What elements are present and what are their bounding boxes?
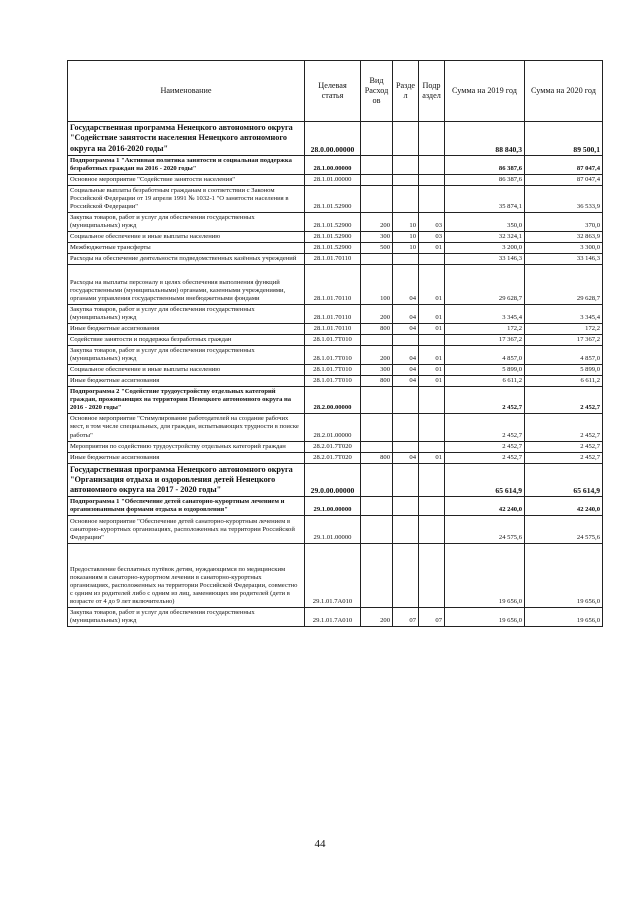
cell-section — [393, 414, 419, 441]
cell-name: Межбюджетные трансферты — [68, 243, 305, 254]
cell-target-article: 28.1.01.00000 — [305, 174, 361, 185]
cell-target-article: 28.1.01.70110 — [305, 324, 361, 335]
table-row — [68, 254, 603, 265]
cell-expense-type — [361, 387, 393, 414]
cell-subsection — [419, 441, 445, 452]
header-target-article: Целевая статья — [305, 61, 361, 122]
cell-subsection: 01 — [419, 365, 445, 376]
cell-sum-2019: 19 656,0 — [445, 608, 525, 627]
cell-section: 04 — [393, 452, 419, 463]
table-row — [68, 441, 603, 452]
cell-sum-2020: 32 863,9 — [525, 232, 603, 243]
cell-name: Подпрограмма 2 "Содействие трудоустройству отдельных категорий граждан, проживающих на территории Ненецкого автономного округа на 2016 - 2020 годы" — [68, 387, 305, 414]
table-row — [68, 185, 603, 212]
table-header-row — [68, 61, 603, 122]
cell-expense-type — [361, 335, 393, 346]
cell-sum-2019: 2 452,7 — [445, 452, 525, 463]
table-row — [68, 122, 603, 156]
table-row — [68, 463, 603, 497]
cell-section: 04 — [393, 346, 419, 365]
cell-sum-2020: 172,2 — [525, 324, 603, 335]
cell-name: Закупка товаров, работ и услуг для обеспечения государственных (муниципальных) нужд — [68, 305, 305, 324]
cell-sum-2020: 33 146,3 — [525, 254, 603, 265]
cell-section — [393, 335, 419, 346]
cell-sum-2020: 42 240,0 — [525, 497, 603, 516]
cell-target-article: 28.1.01.7Т010 — [305, 376, 361, 387]
cell-sum-2019: 42 240,0 — [445, 497, 525, 516]
table-row — [68, 265, 603, 305]
cell-sum-2019: 35 874,1 — [445, 185, 525, 212]
cell-sum-2020: 24 575,6 — [525, 516, 603, 544]
cell-subsection: 01 — [419, 243, 445, 254]
cell-sum-2020: 2 452,7 — [525, 441, 603, 452]
cell-subsection: 01 — [419, 324, 445, 335]
table-row — [68, 544, 603, 608]
cell-sum-2019: 5 899,0 — [445, 365, 525, 376]
cell-expense-type — [361, 185, 393, 212]
cell-section — [393, 497, 419, 516]
cell-expense-type — [361, 414, 393, 441]
cell-subsection — [419, 516, 445, 544]
cell-sum-2020: 19 656,0 — [525, 608, 603, 627]
cell-target-article: 29.1.01.7А010 — [305, 608, 361, 627]
cell-section — [393, 544, 419, 608]
cell-section: 04 — [393, 265, 419, 305]
cell-sum-2020: 3 300,0 — [525, 243, 603, 254]
cell-subsection: 01 — [419, 305, 445, 324]
cell-expense-type: 800 — [361, 452, 393, 463]
cell-sum-2020: 87 047,4 — [525, 174, 603, 185]
header-subsection: Подр аздел — [419, 61, 445, 122]
table-row — [68, 305, 603, 324]
cell-subsection — [419, 497, 445, 516]
cell-sum-2020: 4 857,0 — [525, 346, 603, 365]
cell-sum-2019: 2 452,7 — [445, 414, 525, 441]
cell-subsection — [419, 122, 445, 156]
cell-subsection: 01 — [419, 452, 445, 463]
cell-sum-2020: 17 367,2 — [525, 335, 603, 346]
cell-sum-2019: 3 200,0 — [445, 243, 525, 254]
cell-sum-2019: 3 345,4 — [445, 305, 525, 324]
table-row — [68, 335, 603, 346]
cell-section: 04 — [393, 305, 419, 324]
cell-expense-type: 200 — [361, 305, 393, 324]
table-row — [68, 243, 603, 254]
cell-expense-type — [361, 441, 393, 452]
cell-target-article: 29.1.01.7А010 — [305, 544, 361, 608]
cell-sum-2019: 2 452,7 — [445, 441, 525, 452]
cell-subsection — [419, 387, 445, 414]
cell-name: Мероприятия по содействию трудоустройству отдельных категорий граждан — [68, 441, 305, 452]
cell-section: 04 — [393, 365, 419, 376]
table-row — [68, 608, 603, 627]
cell-subsection: 03 — [419, 232, 445, 243]
table-row — [68, 232, 603, 243]
cell-target-article: 28.1.01.52900 — [305, 212, 361, 231]
cell-name: Закупка товаров, работ и услуг для обеспечения государственных (муниципальных) нужд — [68, 212, 305, 231]
cell-name: Закупка товаров, работ и услуг для обеспечения государственных (муниципальных) нужд — [68, 608, 305, 627]
cell-target-article: 28.1.01.52900 — [305, 185, 361, 212]
cell-subsection — [419, 185, 445, 212]
cell-expense-type: 300 — [361, 232, 393, 243]
cell-sum-2020: 2 452,7 — [525, 414, 603, 441]
table-row — [68, 155, 603, 174]
cell-sum-2020: 36 533,9 — [525, 185, 603, 212]
cell-target-article: 29.1.00.00000 — [305, 497, 361, 516]
cell-name: Закупка товаров, работ и услуг для обеспечения государственных (муниципальных) нужд — [68, 346, 305, 365]
table-row — [68, 516, 603, 544]
cell-subsection: 01 — [419, 376, 445, 387]
cell-section — [393, 174, 419, 185]
cell-expense-type: 200 — [361, 346, 393, 365]
cell-name: Социальное обеспечение и иные выплаты населению — [68, 232, 305, 243]
cell-section: 10 — [393, 232, 419, 243]
table-row — [68, 324, 603, 335]
cell-name: Основное мероприятие "Стимулирование работодателей на создание рабочих мест, в том числе специальных, для граждан, испытывающих трудности в поиске работы" — [68, 414, 305, 441]
cell-name: Иные бюджетные ассигнования — [68, 376, 305, 387]
cell-target-article: 28.1.01.7Т010 — [305, 335, 361, 346]
cell-target-article: 28.2.00.00000 — [305, 387, 361, 414]
cell-sum-2020: 5 899,0 — [525, 365, 603, 376]
cell-sum-2020: 29 628,7 — [525, 265, 603, 305]
table-row — [68, 174, 603, 185]
page-number: 44 — [314, 838, 326, 850]
cell-name: Расходы на выплаты персоналу в целях обеспечения выполнения функций государственными (муниципальными) органами, казенными учреждениями, органами управления государственными внебюджетными фондами — [68, 265, 305, 305]
cell-name: Подпрограмма 1 "Обеспечение детей санаторно-курортным лечением и организованными формами отдыха и оздоровления" — [68, 497, 305, 516]
cell-sum-2019: 4 857,0 — [445, 346, 525, 365]
cell-section: 10 — [393, 243, 419, 254]
cell-section: 10 — [393, 212, 419, 231]
cell-target-article: 28.1.00.00000 — [305, 155, 361, 174]
table-row — [68, 452, 603, 463]
cell-name: Основное мероприятие "Обеспечение детей санаторно-курортным лечением в санаторно-курортных организациях, расположенных на территории Российской Федерации" — [68, 516, 305, 544]
cell-section — [393, 516, 419, 544]
cell-name: Основное мероприятие "Содействие занятости населения" — [68, 174, 305, 185]
cell-expense-type — [361, 497, 393, 516]
cell-subsection: 01 — [419, 346, 445, 365]
cell-expense-type: 200 — [361, 608, 393, 627]
cell-target-article: 28.1.01.52900 — [305, 243, 361, 254]
cell-name: Иные бюджетные ассигнования — [68, 452, 305, 463]
cell-target-article: 28.2.01.00000 — [305, 414, 361, 441]
header-expense-type: Вид Расход ов — [361, 61, 393, 122]
cell-expense-type — [361, 122, 393, 156]
cell-expense-type: 100 — [361, 265, 393, 305]
cell-sum-2020: 87 047,4 — [525, 155, 603, 174]
cell-section: 04 — [393, 376, 419, 387]
table-row — [68, 387, 603, 414]
cell-sum-2019: 2 452,7 — [445, 387, 525, 414]
header-sum-2019: Сумма на 2019 год — [445, 61, 525, 122]
cell-sum-2020: 6 611,2 — [525, 376, 603, 387]
cell-sum-2019: 86 387,6 — [445, 155, 525, 174]
cell-subsection — [419, 174, 445, 185]
cell-subsection — [419, 463, 445, 497]
cell-target-article: 28.1.01.7Т010 — [305, 365, 361, 376]
cell-section: 04 — [393, 324, 419, 335]
header-name: Наименование — [68, 61, 305, 122]
cell-expense-type: 800 — [361, 376, 393, 387]
cell-target-article: 29.1.01.00000 — [305, 516, 361, 544]
cell-subsection: 07 — [419, 608, 445, 627]
table-row — [68, 365, 603, 376]
cell-expense-type — [361, 463, 393, 497]
cell-expense-type: 800 — [361, 324, 393, 335]
cell-subsection — [419, 254, 445, 265]
cell-sum-2020: 2 452,7 — [525, 452, 603, 463]
table-row — [68, 212, 603, 231]
table-row — [68, 497, 603, 516]
cell-expense-type — [361, 254, 393, 265]
cell-section — [393, 155, 419, 174]
cell-sum-2019: 88 840,3 — [445, 122, 525, 156]
cell-sum-2019: 172,2 — [445, 324, 525, 335]
cell-sum-2019: 65 614,9 — [445, 463, 525, 497]
cell-subsection — [419, 155, 445, 174]
cell-subsection: 03 — [419, 212, 445, 231]
table-body — [68, 122, 603, 627]
cell-subsection — [419, 335, 445, 346]
header-sum-2020: Сумма на 2020 год — [525, 61, 603, 122]
cell-target-article: 28.0.00.00000 — [305, 122, 361, 156]
cell-section — [393, 185, 419, 212]
cell-expense-type — [361, 516, 393, 544]
table-row — [68, 414, 603, 441]
cell-sum-2019: 86 387,6 — [445, 174, 525, 185]
cell-target-article: 28.1.01.70110 — [305, 265, 361, 305]
cell-subsection: 01 — [419, 265, 445, 305]
cell-sum-2019: 24 575,6 — [445, 516, 525, 544]
cell-sum-2019: 19 656,0 — [445, 544, 525, 608]
cell-section — [393, 463, 419, 497]
cell-sum-2019: 17 367,2 — [445, 335, 525, 346]
cell-subsection — [419, 544, 445, 608]
table-row — [68, 346, 603, 365]
cell-target-article: 28.2.01.7Т020 — [305, 441, 361, 452]
cell-target-article: 28.1.01.52900 — [305, 232, 361, 243]
cell-sum-2020: 89 500,1 — [525, 122, 603, 156]
header-section: Разде л — [393, 61, 419, 122]
budget-table — [67, 60, 603, 627]
cell-sum-2020: 2 452,7 — [525, 387, 603, 414]
cell-expense-type: 300 — [361, 365, 393, 376]
cell-sum-2019: 33 146,3 — [445, 254, 525, 265]
cell-sum-2019: 350,0 — [445, 212, 525, 231]
cell-section — [393, 254, 419, 265]
cell-name: Расходы на обеспечение деятельности подведомственных казённых учреждений — [68, 254, 305, 265]
cell-section — [393, 441, 419, 452]
cell-name: Содействие занятости и поддержка безработных граждан — [68, 335, 305, 346]
cell-subsection — [419, 414, 445, 441]
cell-name: Социальные выплаты безработным гражданам в соответствии с Законом Российской Федерации от 19 апреля 1991 № 1032-1 "О занятости населения в Российской Федерации" — [68, 185, 305, 212]
cell-sum-2020: 19 656,0 — [525, 544, 603, 608]
cell-target-article: 28.1.01.70110 — [305, 305, 361, 324]
cell-expense-type — [361, 174, 393, 185]
cell-section — [393, 387, 419, 414]
cell-sum-2020: 3 345,4 — [525, 305, 603, 324]
cell-expense-type: 500 — [361, 243, 393, 254]
cell-target-article: 28.1.01.70110 — [305, 254, 361, 265]
cell-target-article: 28.1.01.7Т010 — [305, 346, 361, 365]
cell-section — [393, 122, 419, 156]
table-row — [68, 376, 603, 387]
cell-name: Государственная программа Ненецкого автономного округа "Содействие занятости населения Ненецкого автономного округа на 2016-2020 годы" — [68, 122, 305, 156]
cell-sum-2019: 29 628,7 — [445, 265, 525, 305]
cell-name: Иные бюджетные ассигнования — [68, 324, 305, 335]
cell-name: Социальное обеспечение и иные выплаты населению — [68, 365, 305, 376]
cell-sum-2020: 65 614,9 — [525, 463, 603, 497]
cell-section: 07 — [393, 608, 419, 627]
cell-target-article: 29.0.00.00000 — [305, 463, 361, 497]
cell-name: Государственная программа Ненецкого автономного округа "Организация отдыха и оздоровления детей Ненецкого автономного округа на 2017 - 2020 годы" — [68, 463, 305, 497]
cell-expense-type — [361, 544, 393, 608]
cell-expense-type — [361, 155, 393, 174]
cell-sum-2019: 6 611,2 — [445, 376, 525, 387]
cell-name: Предоставление бесплатных путёвок детям, нуждающимся по медицинским показаниям в санаторно-курортном лечении в санаторно-курортных организациях, расположенных на территории Российской Федерации, совместно с одним из родителей либо с одним из лиц, заменяющих им родителей (дети в возрасте от 4 до 9 лет включительно) — [68, 544, 305, 608]
cell-sum-2019: 32 324,1 — [445, 232, 525, 243]
cell-target-article: 28.2.01.7Т020 — [305, 452, 361, 463]
cell-name: Подпрограмма 1 "Активная политика занятости и социальная поддержка безработных граждан на 2016 - 2020 годы" — [68, 155, 305, 174]
cell-expense-type: 200 — [361, 212, 393, 231]
cell-sum-2020: 370,0 — [525, 212, 603, 231]
